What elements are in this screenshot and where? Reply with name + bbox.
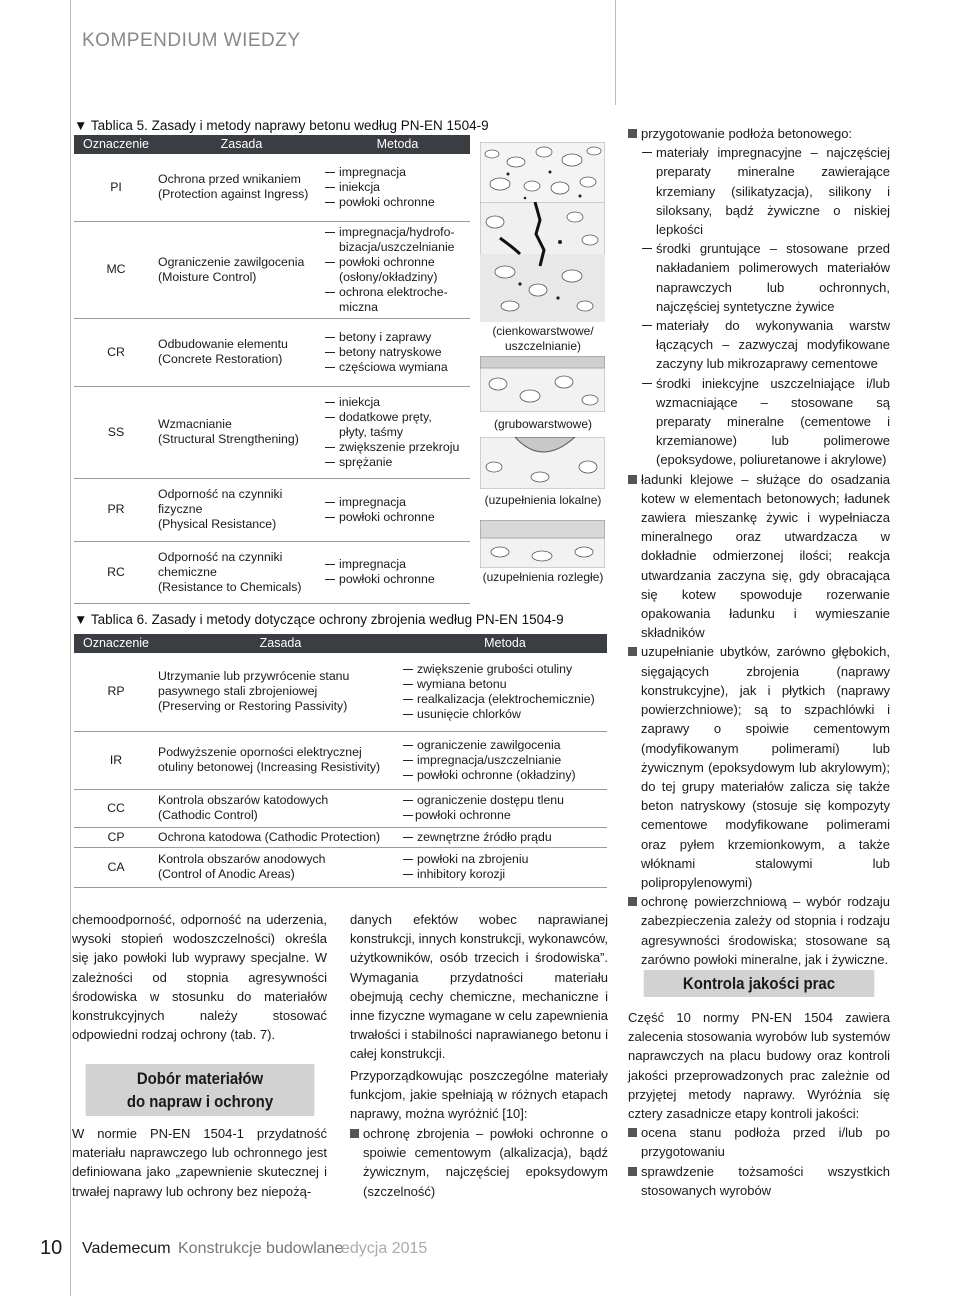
- principle-line: Kontrola obszarów katodowych: [158, 793, 329, 807]
- column-divider-line: [615, 0, 616, 105]
- table-row: [74, 827, 607, 847]
- method-line: impregnacja: [325, 165, 470, 180]
- col3-bullet-5: ocena stanu podłoża przed i/lub po przygotowaniu: [628, 1123, 890, 1161]
- principle-line: pasywnego stali zbrojeniowej: [158, 684, 318, 699]
- table5-header-principle: Zasada: [158, 135, 325, 154]
- row-code: MC: [74, 221, 158, 318]
- col3-list: [628, 124, 890, 969]
- table5: [74, 135, 470, 604]
- row-methods: [325, 318, 470, 386]
- table5-caption: ▼ Tablica 5. Zasady i metody naprawy betonu według PN-EN 1504-9: [74, 118, 489, 133]
- section-heading-materials-line-1: Dobór materiałów: [136, 1069, 264, 1088]
- method-line: zwiększenie przekroju: [325, 440, 470, 455]
- method-line: ograniczenie zawilgocenia: [403, 738, 607, 753]
- col3-paragraph-1: Część 10 normy PN-EN 1504 zawiera zalecenia stosowania wyrobów lub systemów naprawczych na placu budowy oraz kontroli jakości przeprowadzonych prac zależnie od przyjętej metody naprawy. Wyróżnia się cztery zasadnicze etapy kontroli jakości:: [628, 1010, 890, 1122]
- principle-line: Wzmacnianie: [158, 417, 232, 431]
- footer-edition: edycja 2015: [341, 1240, 428, 1257]
- method-line: powłoki ochronne: [325, 255, 470, 270]
- col3-sub-4: środki iniekcyjne uszczelniające i/lub wzmacniające – stosowane są preparaty mineralne (cementowe i krzemianowe) lub polimerowe (epoksydowe, poliuretanowe i akrylowe): [628, 374, 890, 470]
- method-line: powłoki ochronne: [403, 808, 607, 823]
- principle-line: (Physical Resistance): [158, 517, 277, 531]
- footer-section: Konstrukcje budowlane: [178, 1240, 344, 1257]
- principle-line: Utrzymanie lub przywrócenie stanu: [158, 669, 350, 684]
- table-row: [74, 318, 470, 386]
- table5-header-code: Oznaczenie: [74, 135, 158, 154]
- principle-line: (Structural Strengthening): [158, 432, 299, 446]
- col3-sub-3: materiały do wykonywania warstw łączących – zazwyczaj modyfikowane zaczyny lub mikrozaprawy cementowe: [628, 316, 890, 374]
- row-code: CP: [74, 827, 158, 847]
- principle-line: Ograniczenie zawilgocenia: [158, 254, 305, 269]
- row-methods: [403, 827, 607, 847]
- method-line: impregnacja: [325, 495, 470, 510]
- concrete-cross-section-illustration-1: [480, 142, 605, 204]
- row-code: CC: [74, 789, 158, 827]
- row-code: RP: [74, 653, 158, 731]
- row-principle: [158, 154, 325, 221]
- method-line: usunięcie chlorków: [403, 707, 607, 722]
- row-methods: [403, 847, 607, 887]
- col2-bullet-1: ochronę zbrojenia – powłoki ochronne o spoiwie cementowym (alkalizacja), bądź żywicznym, najczęściej epoksydowym (szczelność): [350, 1124, 608, 1201]
- col3-bullet-6: sprawdzenie tożsamości wszystkich stosowanych wyrobów: [628, 1162, 890, 1200]
- table6-header-code: Oznaczenie: [74, 634, 158, 653]
- col2-paragraph-1: danych efektów wobec naprawianej konstrukcji, innych konstrukcji, wykonawców, użytkowników, osób trzecich i środowiska”. Wymagania przydatności materiału obejmują cechy chemiczne, mechaniczne i inne fizyczne wymagane w celu zapewnienia trwałości i stabilności naprawianego betonu i całej konstrukcji.: [350, 912, 608, 1062]
- row-methods: [325, 154, 470, 221]
- page-margin-line: [70, 0, 71, 1296]
- illustration-caption-3: (uzupełnienia lokalne): [484, 493, 602, 507]
- method-line: ochrona elektroche-: [325, 285, 470, 300]
- principle-line: chemiczne: [158, 564, 217, 579]
- row-methods: [325, 541, 470, 603]
- method-line: betony natryskowe: [325, 345, 470, 360]
- method-line: impregnacja/uszczelnianie: [403, 753, 607, 768]
- table-row: [74, 731, 607, 789]
- row-code: IR: [74, 731, 158, 789]
- method-line: iniekcja: [325, 395, 470, 410]
- col3-sub-2: środki gruntujące – stosowane przed nakładaniem polimerowych materiałów naprawczych lub ochronnych, najczęściej syntetyczne żywice: [628, 239, 890, 316]
- concrete-crack-illustration: [480, 202, 605, 322]
- footer-publication: Vademecum: [82, 1240, 171, 1257]
- row-code: RC: [74, 541, 158, 603]
- illustration-caption-1-line-2: uszczelnianie): [504, 339, 582, 353]
- method-line: zwiększenie grubości otuliny: [403, 662, 607, 677]
- col3-bullet-3: uzupełnianie ubytków, zarówno głębokich, sięgających zbrojenia (naprawy konstrukcyjne), jak i płytkich (naprawy powierzchniowe); są to szpachlówki i zaprawy o spoiwie cementowym (modyfikowanym polimerami) lub żywicznym (epoksydowym lub akrylowym); do tej grupy materiałów zalicza się także beton natryskowy (stosuje się kompozyty cementowe modyfikowane polimerami oraz pyłem krzemionkowym, a także włóknami stalowymi lub polipropylenowymi): [628, 642, 890, 892]
- table6-header-method: Metoda: [403, 634, 607, 653]
- principle-line: (Cathodic Control): [158, 808, 258, 822]
- principle-line: (Concrete Restoration): [158, 352, 283, 366]
- col3-sub-1: materiały impregnacyjne – najczęściej preparaty mineralne zawierające krzemiany (silikatyzacja), silikony i siloksany, bądź żywiczne o niskiej lepkości: [628, 143, 890, 239]
- col3-lower: [628, 1008, 890, 1200]
- table6-caption: ▼ Tablica 6. Zasady i metody dotyczące ochrony zbrojenia według PN-EN 1504-9: [74, 612, 564, 627]
- table-row: [74, 541, 470, 603]
- table-row: [74, 653, 607, 731]
- illustration-caption-1: [478, 324, 608, 354]
- row-methods: [325, 386, 470, 478]
- method-line: dodatkowe pręty,: [325, 410, 470, 425]
- method-line: częściowa wymiana: [325, 360, 470, 375]
- principle-line: (Protection against Ingress): [158, 187, 309, 202]
- row-methods: [403, 789, 607, 827]
- method-line: impregnacja/hydrofo-: [325, 225, 470, 240]
- col3-bullet-2: ładunki klejowe – służące do osadzania kotew w elementach betonowych; ładunek zawiera mieszankę żywic i wypełniacza mineralnego oraz utwardzacza w dokładnie odmierzonej ilości; reakcja utwardzania zaczyna się, gdy obracająca się kotew spowoduje rozerwanie opakowania ładunku i wymieszanie składników: [628, 470, 890, 643]
- row-code: PI: [74, 154, 158, 221]
- method-line: płyty, taśmy: [339, 424, 404, 439]
- col1-paragraph-2: W normie PN-EN 1504-1 przydatność materiału naprawczego lub ochronnego jest definiowana jako „zapewnienie skutecznej i trwałej naprawy lub ochrony bez niepożą-: [72, 1126, 327, 1199]
- principle-line: Odbudowanie elementu: [158, 337, 288, 351]
- row-principle: [158, 386, 325, 478]
- row-methods: [403, 653, 607, 731]
- illustration-caption-2: (grubowarstwowe): [493, 417, 593, 431]
- section-heading-quality: Kontrola jakości prac: [644, 970, 875, 997]
- table-row: [74, 221, 470, 318]
- col2-paragraph-2: Przyporządkowując poszczególne materiały funkcjom, jakie spełniają w różnych etapach naprawy, można wyróżnić [10]:: [350, 1068, 608, 1122]
- table-row: [74, 386, 470, 478]
- method-line: powłoki ochronne (okładziny): [403, 768, 607, 783]
- method-line: sprężanie: [325, 455, 470, 470]
- table-row: [74, 847, 607, 887]
- method-line: powłoki ochronne: [325, 195, 470, 210]
- principle-line: (Resistance to Chemicals): [158, 579, 302, 594]
- method-line: powłoki ochronne: [325, 572, 470, 587]
- concrete-thick-layer-illustration: [480, 356, 605, 412]
- col3-bullet-1: przygotowanie podłoża betonowego:: [628, 124, 890, 143]
- row-methods: [403, 731, 607, 789]
- method-line: wymiana betonu: [403, 677, 607, 692]
- col1-paragraph-1: chemoodporność, odporność na uderzenia, wysoki stopień wodoszczelności) określa się jako powłoki lub wyprawy specjalne. W zależności od stopnia agresywności środowiska w stosunku do materiałów konstrukcyjnych należy stosować odpowiedni rodzaj ochrony (tab. 7).: [72, 912, 327, 1043]
- principle-line: fizyczne: [158, 502, 203, 516]
- method-line: realkalizacja (elektrochemicznie): [403, 692, 607, 707]
- principle-line: (Moisture Control): [158, 269, 257, 284]
- method-line: bizacja/uszczelnianie: [339, 239, 455, 254]
- page-number: 10: [40, 1237, 63, 1259]
- method-line: iniekcja: [325, 180, 470, 195]
- table-row: [74, 154, 470, 221]
- row-principle: [158, 827, 403, 847]
- row-methods: [325, 221, 470, 318]
- row-principle: [158, 478, 325, 541]
- principle-line: otuliny betonowej (Increasing Resistivity): [158, 760, 381, 774]
- method-line: impregnacja: [325, 557, 470, 572]
- row-methods: [325, 478, 470, 541]
- method-line: inhibitory korozji: [403, 867, 607, 882]
- method-line: zewnętrzne źródło prądu: [403, 830, 607, 845]
- principle-line: Podwyższenie oporności elektrycznej: [158, 745, 362, 759]
- principle-line: Ochrona katodowa (Cathodic Protection): [158, 829, 381, 844]
- row-principle: [158, 731, 403, 789]
- table-row: [74, 789, 607, 827]
- principle-line: Ochrona przed wnikaniem: [158, 172, 301, 187]
- table6: [74, 634, 607, 888]
- concrete-local-repair-illustration: [480, 437, 605, 489]
- concrete-extensive-repair-illustration: [480, 520, 605, 568]
- principle-line: Kontrola obszarów anodowych: [158, 852, 326, 866]
- principle-line: (Control of Anodic Areas): [158, 867, 295, 881]
- method-line: ograniczenie dostępu tlenu: [403, 793, 607, 808]
- method-line: miczna: [339, 299, 378, 314]
- section-heading-materials: [86, 1064, 315, 1116]
- running-header: KOMPENDIUM WIEDZY: [82, 30, 301, 51]
- principle-line: (Preserving or Restoring Passivity): [158, 699, 348, 714]
- row-principle: [158, 221, 325, 318]
- row-principle: [158, 847, 403, 887]
- illustration-caption-4: (uzupełnienia rozległe): [482, 570, 604, 584]
- method-line: betony i zaprawy: [325, 330, 470, 345]
- table-row: [74, 478, 470, 541]
- table5-header-method: Metoda: [325, 135, 470, 154]
- method-line: (osłony/okładziny): [339, 269, 438, 284]
- principle-line: Odporność na czynniki: [158, 549, 283, 564]
- section-heading-materials-line-2: do napraw i ochrony: [126, 1092, 274, 1111]
- row-code: SS: [74, 386, 158, 478]
- row-principle: [158, 541, 325, 603]
- row-principle: [158, 653, 403, 731]
- row-principle: [158, 789, 403, 827]
- method-line: powłoki ochronne: [325, 510, 470, 525]
- method-line: powłoki na zbrojeniu: [403, 852, 607, 867]
- row-principle: [158, 318, 325, 386]
- row-code: CA: [74, 847, 158, 887]
- principle-line: Odporność na czynniki: [158, 487, 283, 501]
- col3-bullet-4: ochronę powierzchniową – wybór rodzaju zabezpieczenia zależy od stopnia i rodzaju agresywności środowiska; stosowane są zarówno powłoki mineralne, jak i żywiczne.: [628, 892, 890, 969]
- row-code: CR: [74, 318, 158, 386]
- table6-header-principle: Zasada: [158, 634, 403, 653]
- row-code: PR: [74, 478, 158, 541]
- illustration-caption-1-line-1: (cienkowarstwowe/: [492, 324, 594, 338]
